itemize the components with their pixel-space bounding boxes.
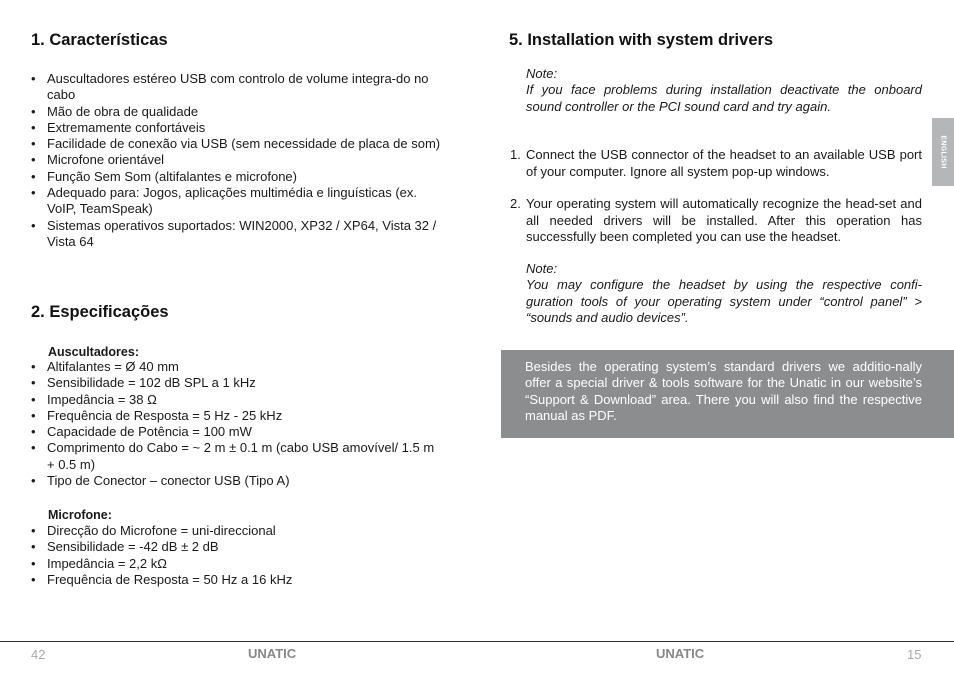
headphones-subhead: Auscultadores: — [48, 345, 139, 359]
headphones-spec-item: • Capacidade de Potência = 100 mW — [31, 424, 445, 440]
page-number-left: 42 — [31, 647, 46, 662]
step-text: Connect the USB connector of the headset to an available USB port of your computer. Ignore all system pop-up windows. — [526, 147, 922, 179]
feature-item: • Mão de obra de qualidade — [31, 104, 445, 120]
section-title-caracteristicas: 1. Características — [31, 31, 168, 49]
language-tab-label: ENGLISH — [939, 135, 947, 169]
note-block-1 — [526, 66, 922, 115]
microphone-subhead: Microfone: — [48, 508, 112, 522]
section-title-installation: 5. Installation with system drivers — [509, 31, 774, 49]
microphone-spec-list — [31, 523, 445, 588]
installation-step — [510, 147, 922, 180]
step-number: 2. — [510, 196, 521, 211]
headphones-spec-item: • Tipo de Conector – conector USB (Tipo A) — [31, 473, 445, 489]
installation-step — [510, 196, 922, 246]
feature-item: • Extremamente confortáveis — [31, 120, 445, 136]
feature-item: • Auscultadores estéreo USB com controlo de volume integra-do no cabo — [31, 71, 445, 104]
feature-item: • Sistemas operativos suportados: WIN2000, XP32 / XP64, Vista 32 / Vista 64 — [31, 218, 445, 251]
feature-item: • Facilidade de conexão via USB (sem necessidade de placa de som) — [31, 136, 445, 152]
brand-footer-left: UNATIC — [248, 646, 297, 661]
step-number: 1. — [510, 147, 521, 162]
step-text: Your operating system will automatically recognize the head-set and all needed drivers will be installed. After this operation has successfully been completed you can use the headset. — [526, 196, 922, 244]
features-list — [31, 71, 445, 250]
driver-info-text: Besides the operating system’s standard drivers we additio-nally offer a special driver & tools software for the Unatic in our website’s “Support & Download” area. There you will also find the respective manual as PDF. — [525, 359, 922, 423]
headphones-spec-item: • Impedância = 38 Ω — [31, 392, 445, 408]
headphones-spec-item: • Altifalantes = Ø 40 mm — [31, 359, 445, 375]
headphones-spec-list — [31, 359, 445, 489]
note-label: Note: — [526, 261, 558, 276]
footer-divider — [0, 641, 954, 642]
note-text: If you face problems during installation deactivate the onboard sound controller or the PCI sound card and try again. — [526, 82, 922, 114]
language-side-tab — [932, 118, 954, 186]
section-title-especificacoes: 2. Especificações — [31, 303, 169, 321]
feature-item: • Adequado para: Jogos, aplicações multimédia e linguísticas (ex. VoIP, TeamSpeak) — [31, 185, 445, 218]
headphones-spec-item: • Frequência de Resposta = 5 Hz - 25 kHz — [31, 408, 445, 424]
driver-info-box — [501, 350, 954, 438]
brand-footer-right: UNATIC — [656, 646, 705, 661]
microphone-spec-item: • Direcção do Microfone = uni-direccional — [31, 523, 445, 539]
note-text: You may configure the headset by using the respective confi-guration tools of your operating system under “control panel” > “sounds and audio devices”. — [526, 277, 922, 325]
installation-steps — [510, 147, 922, 246]
page-number-right: 15 — [907, 647, 922, 662]
feature-item: • Microfone orientável — [31, 152, 445, 168]
microphone-spec-item: • Frequência de Resposta = 50 Hz a 16 kHz — [31, 572, 445, 588]
headphones-spec-item: • Comprimento do Cabo = ~ 2 m ± 0.1 m (cabo USB amovível/ 1.5 m + 0.5 m) — [31, 440, 445, 473]
microphone-spec-item: • Impedância = 2,2 kΩ — [31, 556, 445, 572]
right-page — [477, 0, 954, 675]
headphones-spec-item: • Sensibilidade = 102 dB SPL a 1 kHz — [31, 375, 445, 391]
microphone-spec-item: • Sensibilidade = -42 dB ± 2 dB — [31, 539, 445, 555]
feature-item: • Função Sem Som (altifalantes e microfone) — [31, 169, 445, 185]
note-block-2 — [526, 261, 922, 326]
note-label: Note: — [526, 66, 558, 81]
